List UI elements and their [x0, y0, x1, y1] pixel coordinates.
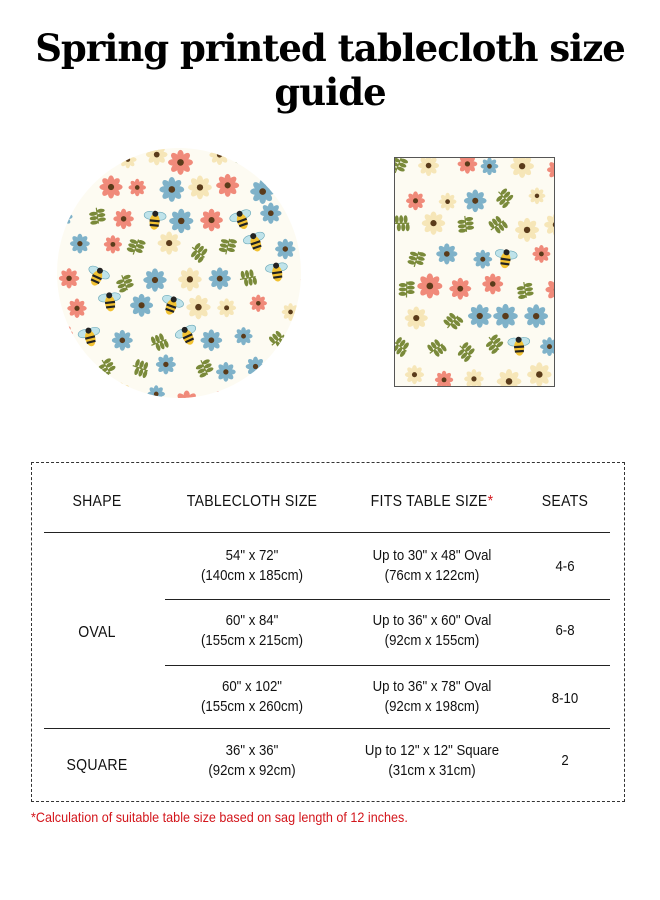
leaf-sprig — [239, 269, 258, 288]
leaf-sprig — [407, 249, 427, 269]
bee-icon — [83, 263, 111, 289]
leaf-sprig — [88, 207, 106, 225]
flower-icon — [464, 189, 487, 212]
leaf-sprig — [130, 358, 151, 379]
flower-icon — [263, 149, 283, 169]
flower-icon — [168, 150, 193, 175]
flower-icon — [481, 158, 499, 175]
flower-icon — [436, 243, 457, 264]
flower-icon — [186, 295, 210, 319]
shape-square: SQUARE — [66, 757, 128, 774]
flower-icon — [532, 245, 550, 263]
bee-icon — [507, 336, 530, 356]
leaf-sprig — [282, 359, 300, 378]
footnote: *Calculation of suitable table size based on sag length of 12 inches. — [31, 809, 408, 825]
flower-icon — [458, 158, 478, 174]
flower-icon — [158, 232, 181, 255]
flower-icon — [422, 211, 445, 234]
bee-icon — [493, 248, 517, 270]
row3-fits: Up to 36" x 78" Oval (92cm x 198cm) — [372, 678, 492, 715]
row1-seats: 4-6 — [555, 558, 575, 575]
flower-icon — [468, 304, 491, 327]
flower-icon — [206, 391, 230, 398]
flower-icon — [57, 388, 71, 398]
bee-icon — [66, 181, 89, 201]
flower-icon — [216, 362, 236, 382]
flower-icon — [216, 174, 239, 197]
header-asterisk: * — [487, 493, 494, 510]
flower-icon — [119, 151, 136, 168]
flower-icon — [85, 384, 107, 398]
flower-icon — [547, 160, 555, 180]
flower-icon — [405, 306, 428, 329]
leaf-sprig — [126, 236, 147, 257]
flower-icon — [209, 267, 231, 289]
header-fits-table-size: FITS TABLE SIZE* — [370, 493, 494, 510]
leaf-sprig — [493, 186, 516, 209]
flower-icon — [406, 191, 425, 210]
bee-icon — [98, 291, 122, 312]
row2-seats: 6-8 — [555, 622, 575, 639]
flower-icon — [59, 268, 79, 288]
flower-icon — [246, 357, 266, 377]
row3-size: 60" x 102" (155cm x 260cm) — [201, 678, 303, 715]
leaf-sprig — [187, 241, 210, 264]
leaf-sprig — [114, 272, 135, 293]
flower-icon — [473, 250, 492, 269]
flower-icon — [67, 299, 86, 318]
row3-seats: 8-10 — [551, 690, 579, 707]
flower-icon — [188, 175, 212, 199]
flower-icon — [209, 148, 229, 165]
flower-icon — [175, 391, 199, 398]
flower-icon — [57, 148, 75, 164]
row2-fits: Up to 36" x 60" Oval (92cm x 155cm) — [372, 612, 492, 649]
header-seats: SEATS — [541, 493, 589, 510]
leaf-sprig — [486, 214, 509, 237]
leaf-sprig — [395, 158, 409, 176]
leaf-sprig — [234, 148, 251, 163]
flower-icon — [217, 298, 236, 317]
leaf-sprig — [395, 335, 412, 358]
flower-icon — [130, 294, 153, 317]
flower-icon — [110, 383, 131, 398]
leaf-sprig — [218, 237, 237, 257]
leaf-sprig — [238, 382, 261, 398]
row4-fits: Up to 12" x 12" Square (31cm x 31cm) — [364, 742, 500, 779]
bee-icon — [173, 323, 201, 349]
flower-icon — [200, 329, 222, 351]
bee-icon — [242, 230, 269, 255]
header-divider — [44, 532, 610, 533]
flower-icon — [57, 324, 73, 342]
flower-icon — [57, 207, 73, 226]
flower-icon — [104, 235, 122, 253]
leaf-sprig — [398, 281, 414, 298]
flower-icon — [482, 273, 503, 294]
leaf-sprig — [292, 208, 301, 227]
header-tablecloth-size: TABLECLOTH SIZE — [186, 493, 318, 510]
flower-icon — [300, 390, 301, 398]
row-divider — [165, 599, 610, 600]
floral-pattern — [395, 158, 555, 387]
row2-size: 60" x 84" (155cm x 215cm) — [201, 612, 303, 649]
leaf-sprig — [149, 332, 170, 353]
row1-size: 54" x 72" (140cm x 185cm) — [201, 547, 303, 584]
flower-icon — [159, 177, 184, 202]
flower-icon — [417, 273, 442, 298]
section-divider — [44, 728, 610, 729]
flower-icon — [545, 278, 555, 301]
flower-icon — [234, 327, 252, 345]
leaf-sprig — [516, 281, 534, 300]
flower-icon — [99, 175, 122, 198]
flower-icon — [112, 330, 133, 351]
leaf-sprig — [267, 329, 290, 352]
flower-icon — [449, 278, 471, 300]
leaf-sprig — [95, 356, 117, 378]
rectangle-tablecloth-image — [394, 157, 555, 387]
flower-icon — [493, 304, 518, 329]
flower-icon — [146, 148, 168, 165]
oval-tablecloth-image — [57, 148, 301, 398]
leaf-sprig — [292, 331, 301, 349]
flower-icon — [540, 337, 555, 356]
flower-icon — [435, 371, 453, 387]
flower-icon — [128, 179, 146, 197]
flower-icon — [147, 385, 165, 398]
bee-icon — [158, 293, 185, 318]
flower-icon — [143, 268, 166, 291]
flower-icon — [169, 209, 193, 233]
page-title: Spring printed tablecloth size guide — [35, 26, 625, 114]
leaf-sprig — [454, 340, 477, 363]
row-divider — [165, 665, 610, 666]
leaf-sprig — [457, 215, 475, 233]
flower-icon — [497, 369, 522, 387]
flower-icon — [282, 303, 300, 321]
leaf-sprig — [260, 389, 281, 398]
row4-size: 36" x 36" (92cm x 92cm) — [208, 742, 296, 779]
flower-icon — [527, 362, 551, 386]
bee-icon — [281, 178, 301, 198]
flower-icon — [178, 267, 202, 291]
flower-icon — [515, 218, 539, 242]
flower-icon — [200, 209, 223, 232]
leaf-sprig — [194, 357, 215, 379]
leaf-sprig — [441, 310, 464, 333]
size-guide-table — [31, 462, 625, 802]
bee-icon — [143, 210, 167, 231]
flower-icon — [524, 304, 548, 328]
leaf-sprig — [69, 357, 88, 376]
shape-oval: OVAL — [78, 624, 116, 641]
bee-icon — [77, 325, 103, 349]
flower-icon — [70, 234, 90, 254]
flower-icon — [529, 187, 546, 204]
flower-icon — [510, 158, 534, 178]
header-shape: SHAPE — [72, 493, 122, 510]
leaf-sprig — [483, 332, 506, 355]
bee-icon — [228, 207, 255, 232]
floral-pattern — [57, 148, 301, 398]
flower-icon — [418, 158, 439, 176]
row4-seats: 2 — [561, 752, 569, 769]
flower-icon — [464, 369, 484, 387]
bee-icon — [265, 261, 289, 283]
flower-icon — [275, 239, 295, 259]
flower-icon — [80, 151, 102, 173]
flower-icon — [250, 295, 267, 312]
flower-icon — [405, 365, 424, 384]
flower-icon — [544, 213, 555, 236]
flower-icon — [113, 209, 134, 230]
leaf-sprig — [395, 215, 410, 231]
row1-fits: Up to 30" x 48" Oval (76cm x 122cm) — [372, 547, 492, 584]
flower-icon — [250, 179, 275, 204]
flower-icon — [439, 193, 457, 211]
flower-icon — [260, 203, 281, 224]
leaf-sprig — [294, 148, 301, 166]
leaf-sprig — [425, 337, 448, 360]
flower-icon — [156, 354, 176, 374]
